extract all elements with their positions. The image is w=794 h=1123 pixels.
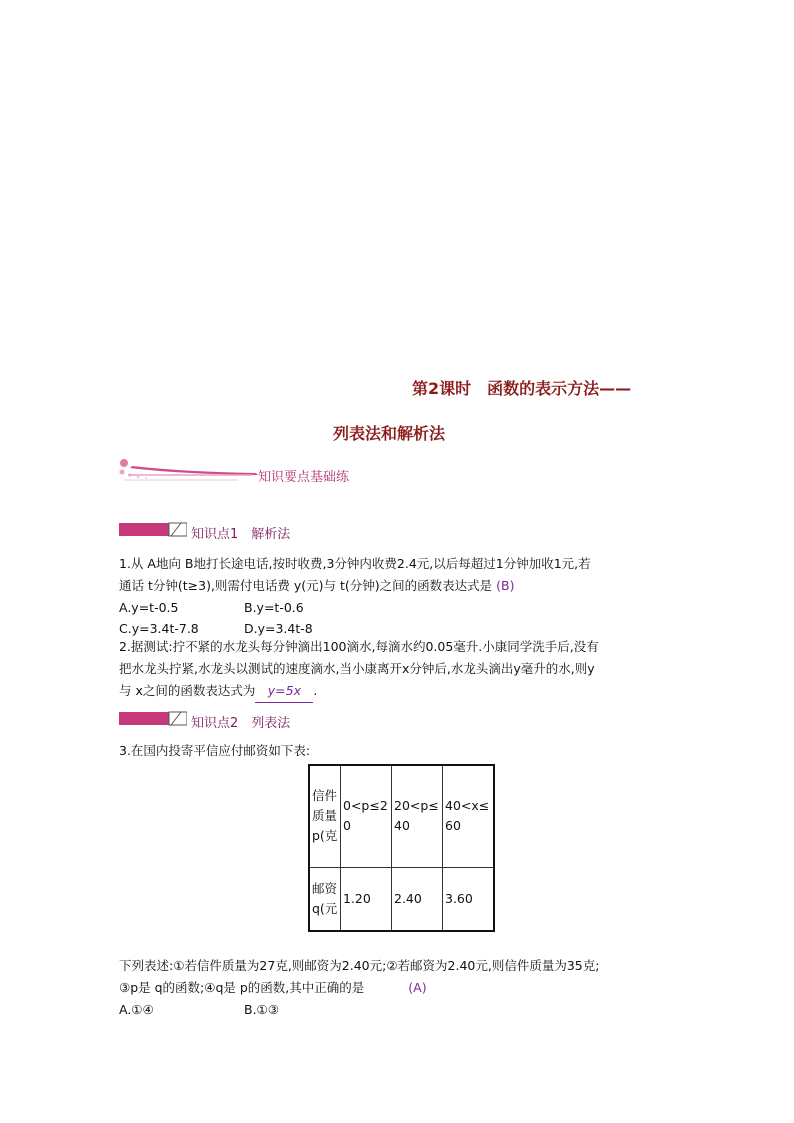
q1-option-a: A.y=t-0.5	[119, 600, 179, 615]
q1-line2	[119, 575, 679, 597]
lesson-title-line1: 第2课时 函数的表示方法——	[412, 379, 632, 398]
knowledge-point-2-title: 知识点2 列表法	[191, 716, 291, 731]
table-header-cell: 40<x≤60	[443, 765, 495, 867]
table-cell: 2.40	[392, 867, 443, 931]
q2-line2: 把水龙头拧紧,水龙头以测试的速度滴水,当小康离开x分钟后,水龙头滴出y毫升的水,则y	[119, 661, 595, 676]
table-cell: 邮资q(元	[309, 867, 341, 931]
knowledge-point-1-tag-decoration	[119, 521, 187, 538]
q3-option-b: B.①③	[244, 1002, 279, 1017]
table-header-cell: 0<p≤20	[341, 765, 392, 867]
q3-intro: 3.在国内投寄平信应付邮资如下表:	[119, 743, 311, 758]
q1-option-d: D.y=3.4t-8	[244, 621, 313, 636]
q2-text	[119, 636, 679, 703]
q3-statements	[119, 955, 679, 999]
q1-line1: 1.从 A地向 B地打长途电话,按时收费,3分钟内收费2.4元,以后每超过1分钟加收1元,若	[119, 556, 591, 571]
knowledge-point-2-tag-decoration	[119, 710, 187, 727]
table-row	[309, 765, 494, 867]
q1-text	[119, 553, 679, 597]
table-row	[309, 867, 494, 931]
q1-option-b: B.y=t-0.6	[244, 600, 304, 615]
q2-line3-prefix: 与 x之间的函数表达式为	[119, 683, 256, 698]
q1-line2-text: 通话 t分钟(t≥3),则需付电话费 y(元)与 t(分钟)之间的函数表达式是	[119, 578, 493, 593]
q3-statement-line2	[119, 977, 679, 999]
table-header-cell: 信件质量p(克	[309, 765, 341, 867]
q1-answer: (B)	[496, 578, 515, 593]
lesson-title-line2: 列表法和解析法	[333, 424, 446, 443]
table-cell: 3.60	[443, 867, 495, 931]
q2-line3	[119, 680, 679, 703]
table-cell: 1.20	[341, 867, 392, 931]
table-header-cell: 20<p≤40	[392, 765, 443, 867]
q3-statement-line1: 下列表述:①若信件质量为27克,则邮资为2.40元;②若邮资为2.40元,则信件质量为35克;	[119, 958, 600, 973]
q3-statement-line2-text: ③p是 q的函数;④q是 p的函数,其中正确的是	[119, 980, 365, 995]
postage-table	[308, 764, 495, 932]
q3-answer: (A)	[408, 980, 427, 995]
section-title: 知识要点基础练	[258, 470, 350, 485]
q3-option-a: A.①④	[119, 1002, 154, 1017]
q1-option-c: C.y=3.4t-7.8	[119, 621, 199, 636]
q2-answer: y=5x	[255, 680, 313, 703]
q2-line3-suffix: .	[313, 683, 318, 698]
q2-line1: 2.据测试:拧不紧的水龙头每分钟滴出100滴水,每滴水约0.05毫升.小康同学洗手后,没有	[119, 639, 599, 654]
knowledge-point-1-title: 知识点1 解析法	[191, 527, 291, 542]
